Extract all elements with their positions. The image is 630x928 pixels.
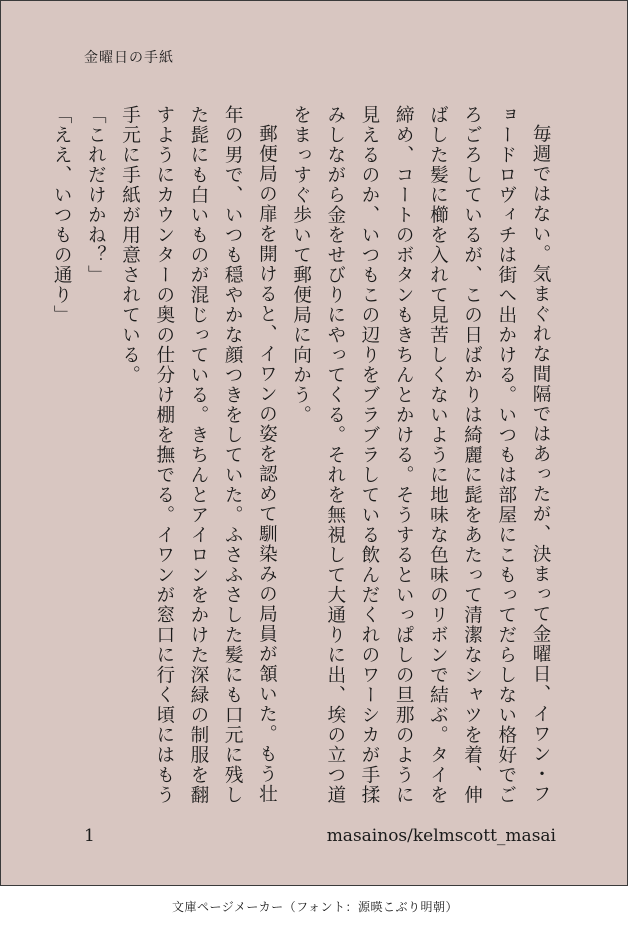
running-title: 金曜日の手紙 bbox=[84, 50, 174, 66]
paragraph: 毎週ではない。気まぐれな間隔ではあったが、決まって金曜日、イワン・フョードロヴィチは街へ出かける。いつもは部屋にこもってだらしない格好でごろごろしているが、この日ばかりは綺麗に髭をあたって清潔なシャツを着、伸ばした髪に櫛を入れて見苦しくないように地味な色味のリボンで結ぶ。タイを締め、コートのボタンもきちんとかける。そうするといっぱしの旦那のように見えるのか、いつもこの辺りをブラブラしている飲んだくれのワーシカが手揉みしながら金をせびりにやってくる。それを無視して大通りに出、埃の立つ道をまっすぐ歩いて郵便局に向かう。 bbox=[290, 105, 551, 805]
author-credit: masainos/kelmscott_masai bbox=[326, 826, 556, 846]
dialogue-line: 「これだけかね？」 bbox=[85, 105, 107, 285]
page-number: 1 bbox=[84, 826, 95, 846]
generator-credit: 文庫ページメーカー（フォント：源暎こぶり明朝） bbox=[171, 900, 459, 914]
dialogue-line: 「ええ、いつもの通り」 bbox=[51, 105, 73, 325]
vertical-body-text bbox=[51, 105, 557, 805]
paragraph: 郵便局の扉を開けると、イワンの姿を認めて馴染みの局員が頷いた。もう壮年の男で、いつも穏やかな顔つきをしていた。ふさふさした髪にも口元に残した髭にも白いものが混じっている。きちんとアイロンをかけた深緑の制服を翻すようにカウンターの奥の仕分け棚を撫でる。イワンが窓口に行く頃にはもう手元に手紙が用意されている。 bbox=[119, 105, 278, 805]
